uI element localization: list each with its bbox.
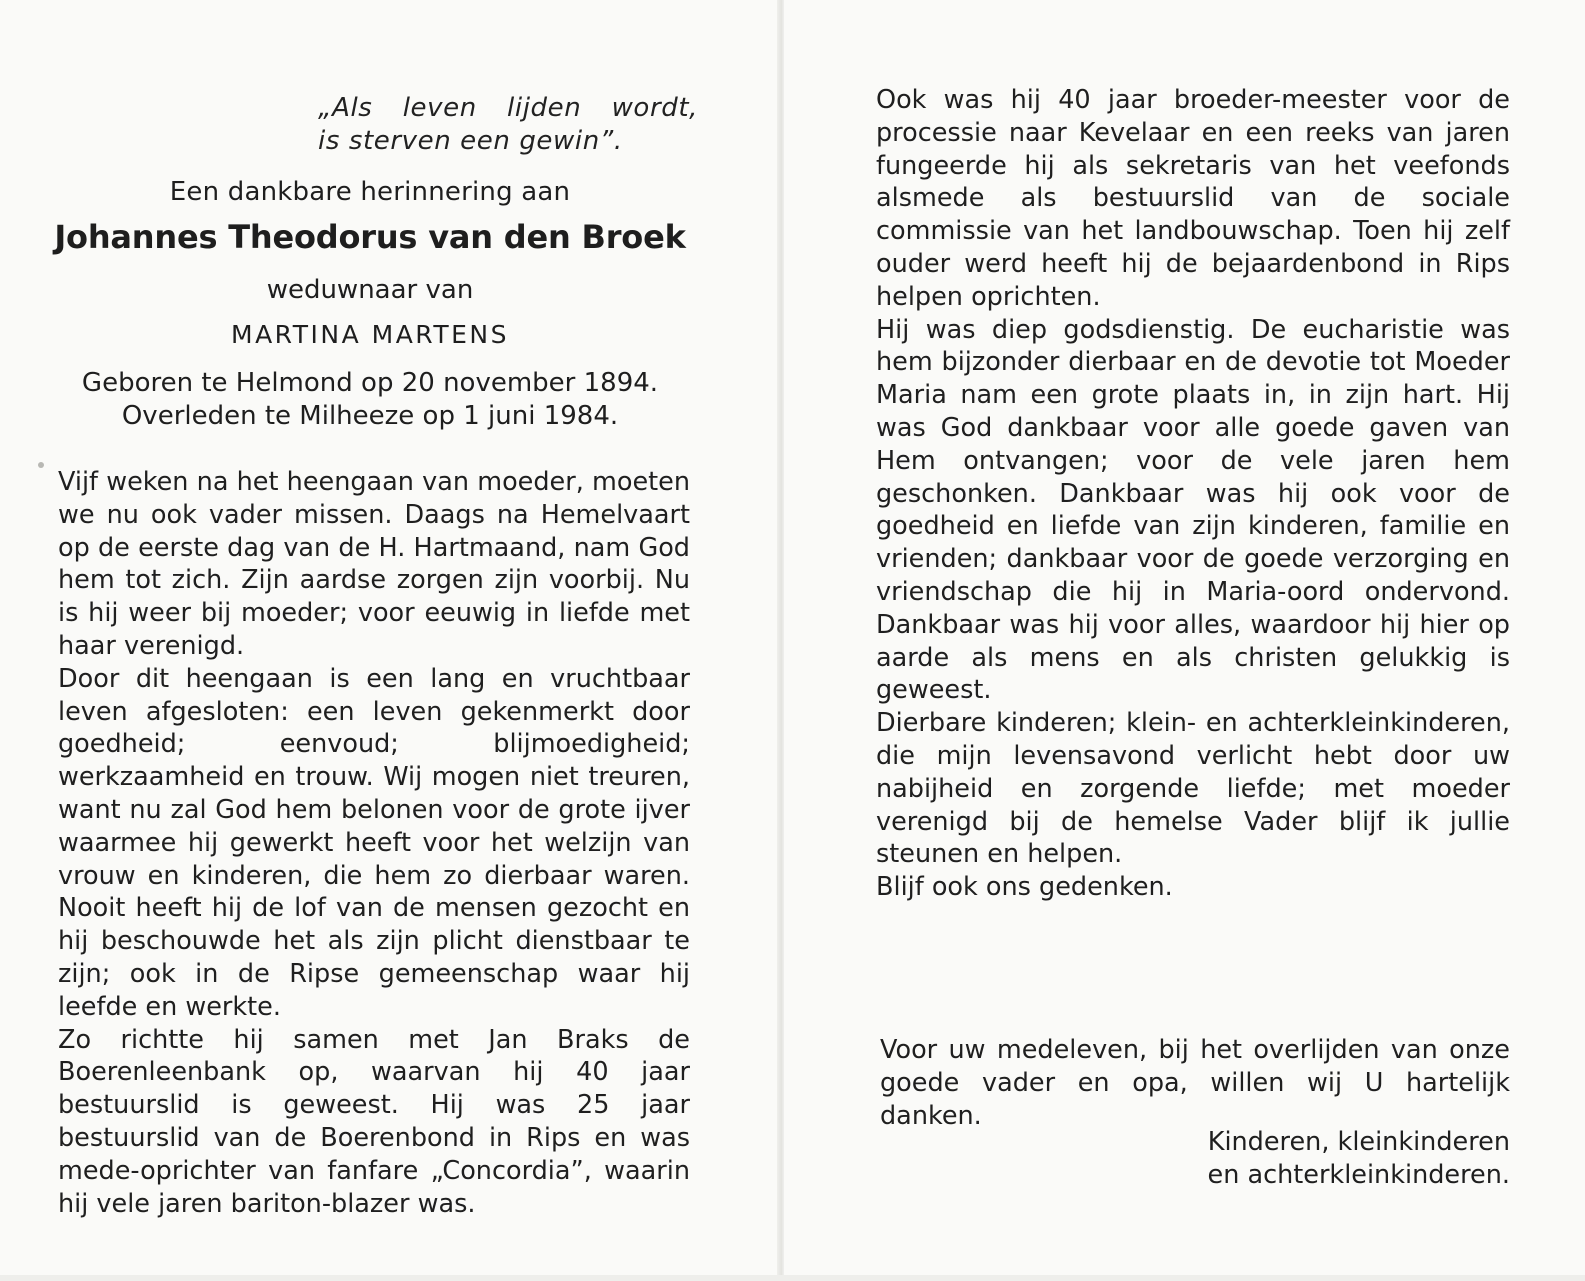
relation-text: weduwnaar van <box>266 275 474 305</box>
thanks-text <box>880 1034 1510 1132</box>
thanks-paragraph: Voor uw medeleven, bij het overlijden van onze goede vader en opa, willen wij U hartelijk danken. <box>880 1035 1510 1131</box>
left-paragraph: Vijf weken na het heengaan van moeder, moeten we nu ook vader missen. Daags na Hemelvaart op de eerste dag van de H. Hartmaand, nam God hem tot zich. Zijn aardse zorgen zijn voorbij. Nu is hij weer bij moeder; voor eeuwig in liefde met haar verenigd. <box>58 467 690 661</box>
left-body-text <box>58 466 690 1220</box>
signature-block <box>1120 1126 1510 1192</box>
card-bottom-edge <box>0 1275 1585 1281</box>
deceased-name: Johannes Theodorus van den Broek <box>54 218 686 256</box>
birth-line: Geboren te Helmond op 20 november 1894. <box>81 368 659 398</box>
right-body-text <box>876 84 1510 904</box>
right-paragraph: Dierbare kinderen; klein- en achterkleinkinderen, die mijn levensavond verlicht hebt door uw nabijheid en zorgende liefde; met moeder verenigd bij de hemelse Vader blijf ik jullie steunen en helpen. <box>876 708 1510 870</box>
signature-line-2: en achterkleinkinderen. <box>1207 1160 1510 1190</box>
left-paragraph: Zo richtte hij samen met Jan Braks de Boerenleenbank op, waarvan hij 40 jaar bestuurslid is geweest. Hij was 25 jaar bestuurslid van de Boerenbond in Rips en was mede-oprichter van fanfare „Concordia”, waarin hij vele jaren bariton-blazer was. <box>58 1024 690 1219</box>
death-line: Overleden te Milheeze op 1 juni 1984. <box>121 401 619 431</box>
left-paragraph: Door dit heengaan is een lang en vruchtbaar leven afgesloten: een leven gekenmerkt door goedheid; eenvoud; blijmoedigheid; werkzaamheid en trouw. Wij mogen niet treuren, want nu zal God hem belonen voor de grote ijver waarmee hij gewerkt heeft voor het welzijn van vrouw en kinderen, die hem zo dierbaar waren. Nooit heeft hij de lof van de mensen gezocht en hij beschouwde het als zijn plicht dienstbaar te zijn; ook in de Ripse gemeenschap waar hij leefde en werkte. <box>58 663 690 1022</box>
left-page <box>0 0 782 1281</box>
spouse-name: MARTINA MARTENS <box>231 320 509 349</box>
intro-text: Een dankbare herinnering aan <box>169 177 571 207</box>
right-paragraph: Blijf ook ons gedenken. <box>876 872 1173 903</box>
life-dates <box>40 367 700 433</box>
signature-line-1: Kinderen, kleinkinderen <box>1207 1127 1510 1157</box>
motto-line-1: „Als leven lijden wordt, <box>318 93 698 123</box>
right-paragraph: Ook was hij 40 jaar broeder-meester voor de processie naar Kevelaar en een reeks van jaren fungeerde hij als sekretaris van het veefonds alsmede als bestuurslid van de sociale commissie van het landbouwschap. Toen hij zelf ouder werd heeft hij de bejaardenbond in Rips helpen oprichten. <box>876 85 1510 312</box>
paper-speck <box>38 462 44 468</box>
motto-quote <box>318 92 698 158</box>
motto-line-2: is sterven een gewin”. <box>318 126 623 156</box>
right-paragraph: Hij was diep godsdienstig. De eucharistie was hem bijzonder dierbaar en de devotie tot Moeder Maria nam een grote plaats in, in zijn hart. Hij was God dankbaar voor alle goede gaven van Hem ontvangen; voor de vele jaren hem geschonken. Dankbaar was hij ook voor de goedheid en liefde van zijn kinderen, familie en vrienden; dankbaar voor de goede verzorging en vriendschap die hij in Maria-oord ondervond. Dankbaar was hij voor alles, waardoor hij hier op aarde als mens en als christen gelukkig is geweest. <box>876 314 1510 706</box>
